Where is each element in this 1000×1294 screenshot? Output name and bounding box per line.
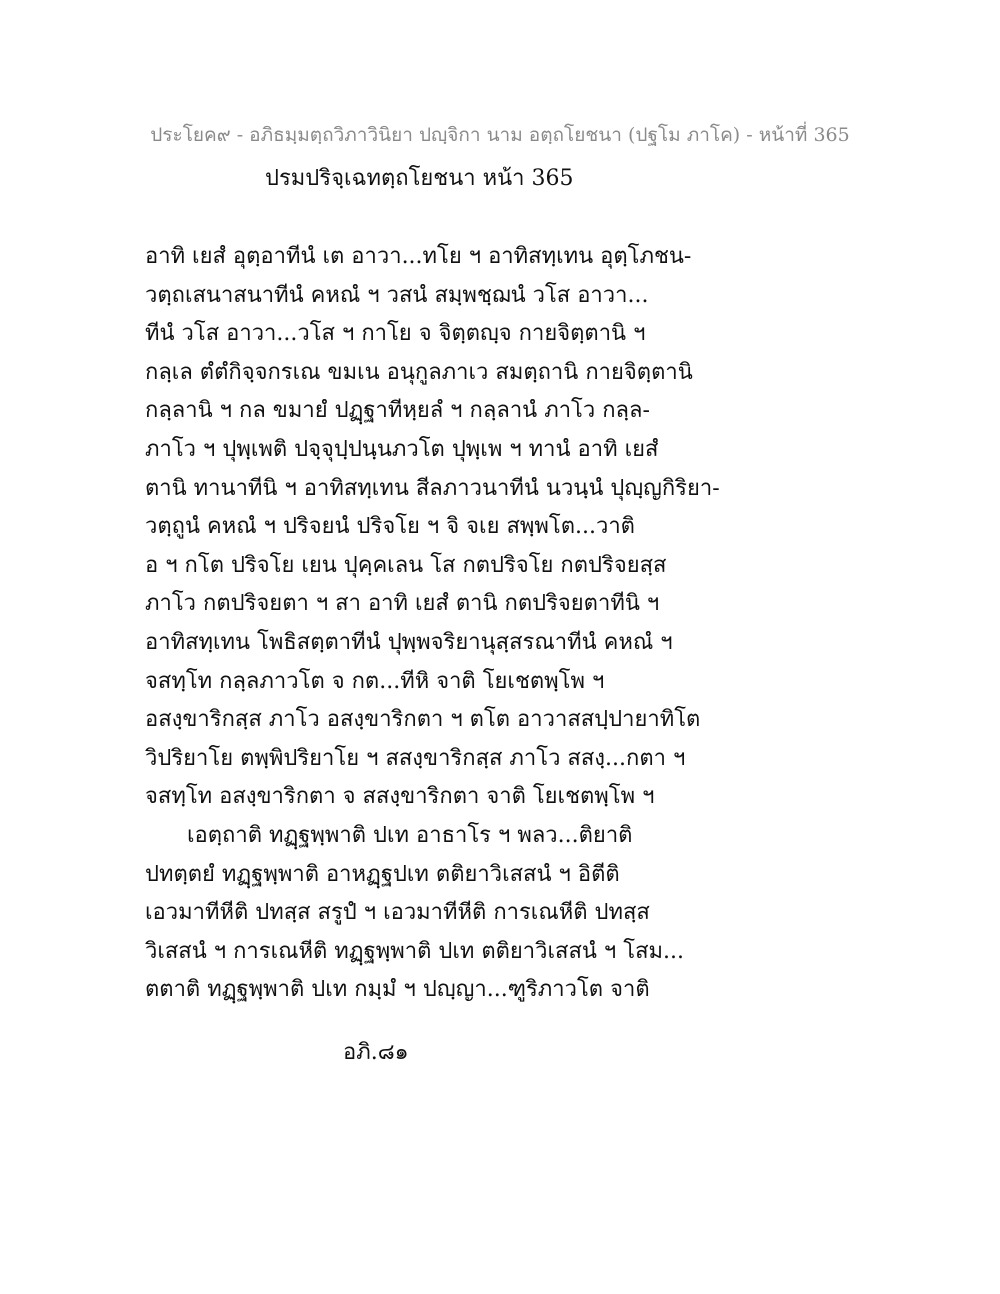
page-title: ปรมปริจฺเฉทตฺถโยชนา หน้า 365 [265, 166, 574, 191]
text-line: ตานิ ทานาทีนิ ฯ อาทิสทฺเทน สีลภาวนาทีนํ นวนฺนํ ปุญฺญกิริยา- [145, 475, 720, 501]
text-line: อาทิ เยสํ อุตฺอาทีนํ เต อาวา...ทโย ฯ อาทิสทฺเทน อุตฺโภชน- [145, 244, 692, 269]
text-line: ทีนํ วโส อาวา...วโส ฯ กาโย จ จิตฺตญฺจ กายจิตฺตานิ ฯ [145, 321, 646, 347]
text-line: อ ฯ กโต ปริจโย เยน ปุคฺคเลน โส กตปริจโย กตปริจยสฺส [145, 552, 667, 578]
text-line: วิปริยาโย ตพฺพิปริยาโย ฯ สสงฺขาริกสฺส ภาโว สสงฺ...กตา ฯ [145, 745, 686, 771]
text-line: ปทตฺตยํ ทฏฺฐพฺพาติ อาหฏฺฐปเท ตติยาวิเสสนํ ฯ อิตีติ [145, 861, 620, 887]
text-line: จสทฺโท กลฺลภาวโต จ กต...ทีหิ จาติ โยเชตพฺโพ ฯ [145, 668, 605, 694]
page-signature: อภิ.๘๑ [343, 1040, 409, 1065]
text-line: อาทิสทฺเทน โพธิสตฺตาทีนํ ปุพฺพจริยานุสฺสรณาทีนํ คหณํ ฯ [145, 629, 673, 655]
body-text [145, 238, 845, 1010]
text-line: อสงฺขาริกสฺส ภาโว อสงฺขาริกตา ฯ ตโต อาวาสสปฺปายาทิโต [145, 707, 701, 733]
text-line: วตฺถเสนาสนาทีนํ คหณํ ฯ วสนํ สมฺพชฺฌนํ วโส อาวา... [145, 282, 649, 308]
text-line: กลฺลานิ ฯ กล ขมายํ ปฏฺฐาทีหฺยลํ ฯ กลฺลานํ ภาโว กลฺล- [145, 398, 650, 424]
running-header: ประโยค๙ - อภิธมฺมตฺถวิภาวินิยา ปญฺจิกา นาม อตฺถโยชนา (ปฐโม ภาโค) - หน้าที่ 365 [150, 124, 850, 146]
text-line: ภาโว กตปริจยตา ฯ สา อาทิ เยสํ ตานิ กตปริจยตาทีนิ ฯ [145, 591, 660, 617]
text-line: วิเสสนํ ฯ การเณหีติ ทฏฺฐพฺพาติ ปเท ตติยาวิเสสนํ ฯ โสม... [145, 938, 684, 964]
text-line: วตฺถูนํ คหณํ ฯ ปริจยนํ ปริจโย ฯ จิ จเย สพฺพโต...วาติ [145, 514, 635, 540]
text-line: ภาโว ฯ ปุพฺเพติ ปจฺจุปฺปนฺนภวโต ปุพฺเพ ฯ ทานํ อาทิ เยสํ [145, 436, 659, 462]
paragraph-start-line: เอตฺถาติ ทฏฺฐพฺพาติ ปเท อาธาโร ฯ พลว...ติยาติ [187, 822, 633, 848]
text-line: จสทฺโท อสงฺขาริกตา จ สสงฺขาริกตา จาติ โยเชตพฺโพ ฯ [145, 784, 655, 810]
text-line: เอวมาทีหีติ ปทสฺส สรูปํ ฯ เอวมาทีหีติ การเณหีติ ปทสฺส [145, 900, 650, 926]
text-line: กลฺเล ตํตํกิจฺจกรเณ ขมเน อนุกูลภาเว สมตฺถานิ กายจิตฺตานิ [145, 359, 693, 385]
text-line: ตตาติ ทฏฺฐพฺพาติ ปเท กมฺมํ ฯ ปญฺญา...ฑูริภาวโต จาติ [145, 977, 650, 1003]
